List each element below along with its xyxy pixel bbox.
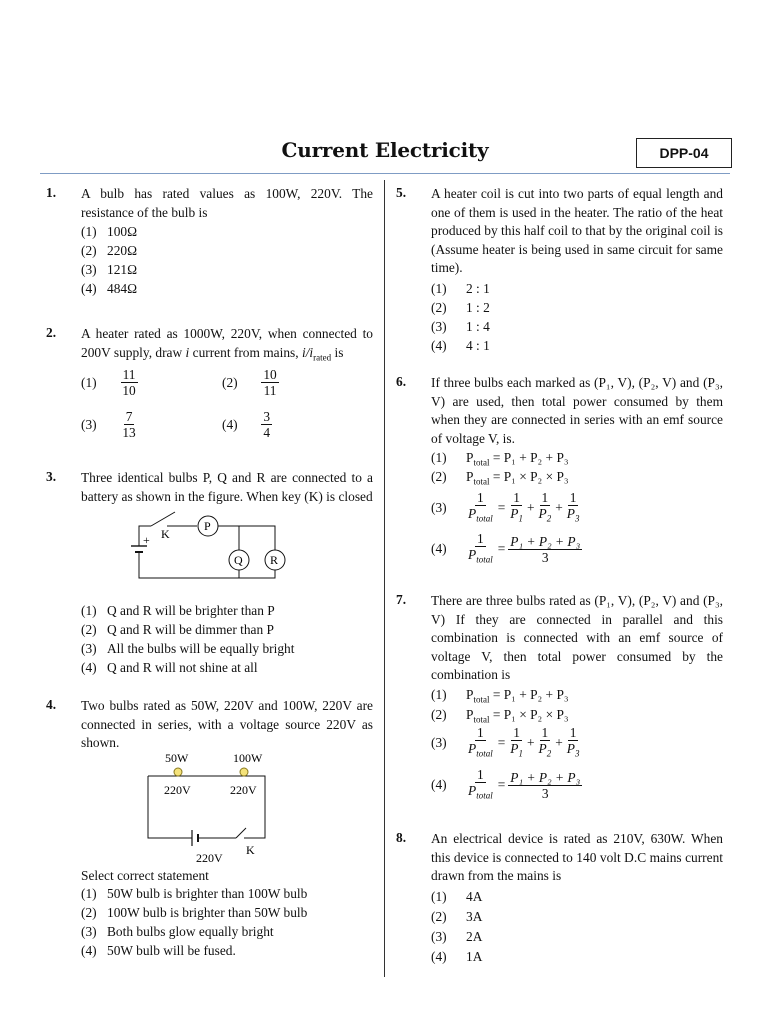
q7-option-3[interactable]: (3) $\frac{1}{P_{total}}$ = $\frac{1}{P_1}$ + $\frac{1}{P_2}$ + $\frac{1}{P_3}$ xyxy=(431,724,580,759)
q3-option-2[interactable]: (2) Q and R will be dimmer than P xyxy=(81,622,274,637)
q7-number: 7. xyxy=(396,592,407,607)
q2-option-3[interactable]: (3) $\frac{7}{13}$ xyxy=(81,409,136,440)
q7-option-4[interactable]: (4) $\frac{1}{P_{total}}$ = $\frac{\text{P₁ + P₂ + P₃}}{3}$ xyxy=(431,766,581,801)
q5-option-1[interactable]: (1) 2 : 1 xyxy=(431,281,490,296)
q3-option-4[interactable]: (4) Q and R will not shine at all xyxy=(81,660,258,675)
q4-fig-v1: 220V xyxy=(164,783,191,797)
q5-text: A heater coil is cut into two parts of equal length and one of them is used in the heater. The ratio of the heat produced by this half coil to that by the original coil is (Assume heater is being used in same circuit for same time). xyxy=(431,186,723,276)
q5-option-2[interactable]: (2) 1 : 2 xyxy=(431,300,490,315)
q5-options xyxy=(431,279,490,355)
q3-option-1[interactable]: (1) Q and R will be brighter than P xyxy=(81,603,275,618)
q8-number: 8. xyxy=(396,830,407,845)
column-divider xyxy=(384,180,385,977)
q2-option-4[interactable]: (4) $\frac{3}{4}$ xyxy=(222,409,271,440)
q4-fig-bulb2: 100W xyxy=(233,751,263,765)
q6-number: 6. xyxy=(396,374,407,389)
q3-fig-r: R xyxy=(270,553,279,567)
q4-select-statement: Select correct statement xyxy=(81,868,209,883)
q4-circuit-diagram xyxy=(140,748,290,866)
q2-text: A heater rated as 1000W, 220V, when connected to 200V supply, draw i current from mains, $i/i_{rated}$ is xyxy=(81,326,373,363)
q8-option-1[interactable]: (1) 4A xyxy=(431,889,483,904)
q8-option-3[interactable]: (3) 2A xyxy=(431,929,483,944)
q4-option-1[interactable]: (1) 50W bulb is brighter than 100W bulb xyxy=(81,886,308,901)
q4-option-4[interactable]: (4) 50W bulb will be fused. xyxy=(81,943,236,958)
q3-options xyxy=(81,601,294,677)
q2-option-2[interactable]: (2) $\frac{10}{11}$ xyxy=(222,367,277,398)
q2-number: 2. xyxy=(46,325,57,340)
q6-text: If three bulbs each marked as (P₁, V), (P₂, V) and (P₃, V) are used, then total power consumed by them when they are connected in series with an emf source of voltage V, is. xyxy=(431,375,723,446)
q1-option-3[interactable]: (3) 121Ω xyxy=(81,262,138,277)
q6-option-4[interactable]: (4) $\frac{1}{P_{total}}$ = $\frac{\text{P₁ + P₂ + P₃}}{3}$ xyxy=(431,530,581,565)
q3-fig-key: K xyxy=(161,527,170,541)
q4-option-3[interactable]: (3) Both bulbs glow equally bright xyxy=(81,924,274,939)
q4-options xyxy=(81,884,307,960)
q3-number: 3. xyxy=(46,469,57,484)
q7-option-2[interactable]: (2) $P_{total} = P_1 \times P_2 \times P_3$ xyxy=(431,707,569,725)
q6-option-3[interactable]: (3) $\frac{1}{P_{total}}$ = $\frac{1}{P_1}$ + $\frac{1}{P_2}$ + $\frac{1}{P_3}$ xyxy=(431,489,580,524)
q5-number: 5. xyxy=(396,185,407,200)
q7-option-1[interactable]: (1) $P_{total} = P_1 + P_2 + P_3$ xyxy=(431,687,569,705)
q1-option-2[interactable]: (2) 220Ω xyxy=(81,243,138,258)
q8-option-4[interactable]: (4) 1A xyxy=(431,949,483,964)
q4-fig-v2: 220V xyxy=(230,783,257,797)
header-divider xyxy=(40,173,730,174)
q4-fig-key: K xyxy=(246,843,255,857)
q1-text: A bulb has rated values as 100W, 220V. The resistance of the bulb is xyxy=(81,186,373,220)
q1-option-1[interactable]: (1) 100Ω xyxy=(81,224,138,239)
q5-option-3[interactable]: (3) 1 : 4 xyxy=(431,319,490,334)
q6-option-1[interactable]: (1) $P_{total} = P_1 + P_2 + P_3$ xyxy=(431,450,569,468)
q7-text: There are three bulbs rated as (P₁, V), (P₂, V) and (P₃, V) If they are connected in parallel and this combination is connected with an emf source of voltage V, then total power consumed by the combination is xyxy=(431,593,723,683)
page-title: Current Electricity xyxy=(281,138,489,162)
q1-number: 1. xyxy=(46,185,57,200)
q3-circuit-diagram xyxy=(125,506,305,596)
q1-options xyxy=(81,222,137,298)
q8-text: An electrical device is rated as 210V, 630W. When this device is connected to 140 volt D.C mains current drawn from the mains is xyxy=(431,831,723,884)
q4-text: Two bulbs rated as 50W, 220V and 100W, 220V are connected in series, with a voltage source 220V as shown. xyxy=(81,698,373,751)
q1-option-4[interactable]: (4) 484Ω xyxy=(81,281,138,296)
dpp-code-box: DPP-04 xyxy=(636,138,732,168)
q8-options xyxy=(431,887,482,967)
q5-option-4[interactable]: (4) 4 : 1 xyxy=(431,338,490,353)
q3-text: Three identical bulbs P, Q and R are connected to a battery as shown in the figure. When key (K) is closed xyxy=(81,470,373,504)
q3-fig-plus: + xyxy=(143,533,150,547)
q2-option-1[interactable]: (1) $\frac{11}{10}$ xyxy=(81,367,136,398)
q3-option-3[interactable]: (3) All the bulbs will be equally bright xyxy=(81,641,295,656)
q4-number: 4. xyxy=(46,697,57,712)
q6-option-2[interactable]: (2) $P_{total} = P_1 \times P_2 \times P_3$ xyxy=(431,469,569,487)
q4-option-2[interactable]: (2) 100W bulb is brighter than 50W bulb xyxy=(81,905,308,920)
q4-fig-source: 220V xyxy=(196,851,223,865)
q3-fig-p: P xyxy=(204,519,211,533)
q3-fig-q: Q xyxy=(234,553,243,567)
q8-option-2[interactable]: (2) 3A xyxy=(431,909,483,924)
q4-fig-bulb1: 50W xyxy=(165,751,189,765)
